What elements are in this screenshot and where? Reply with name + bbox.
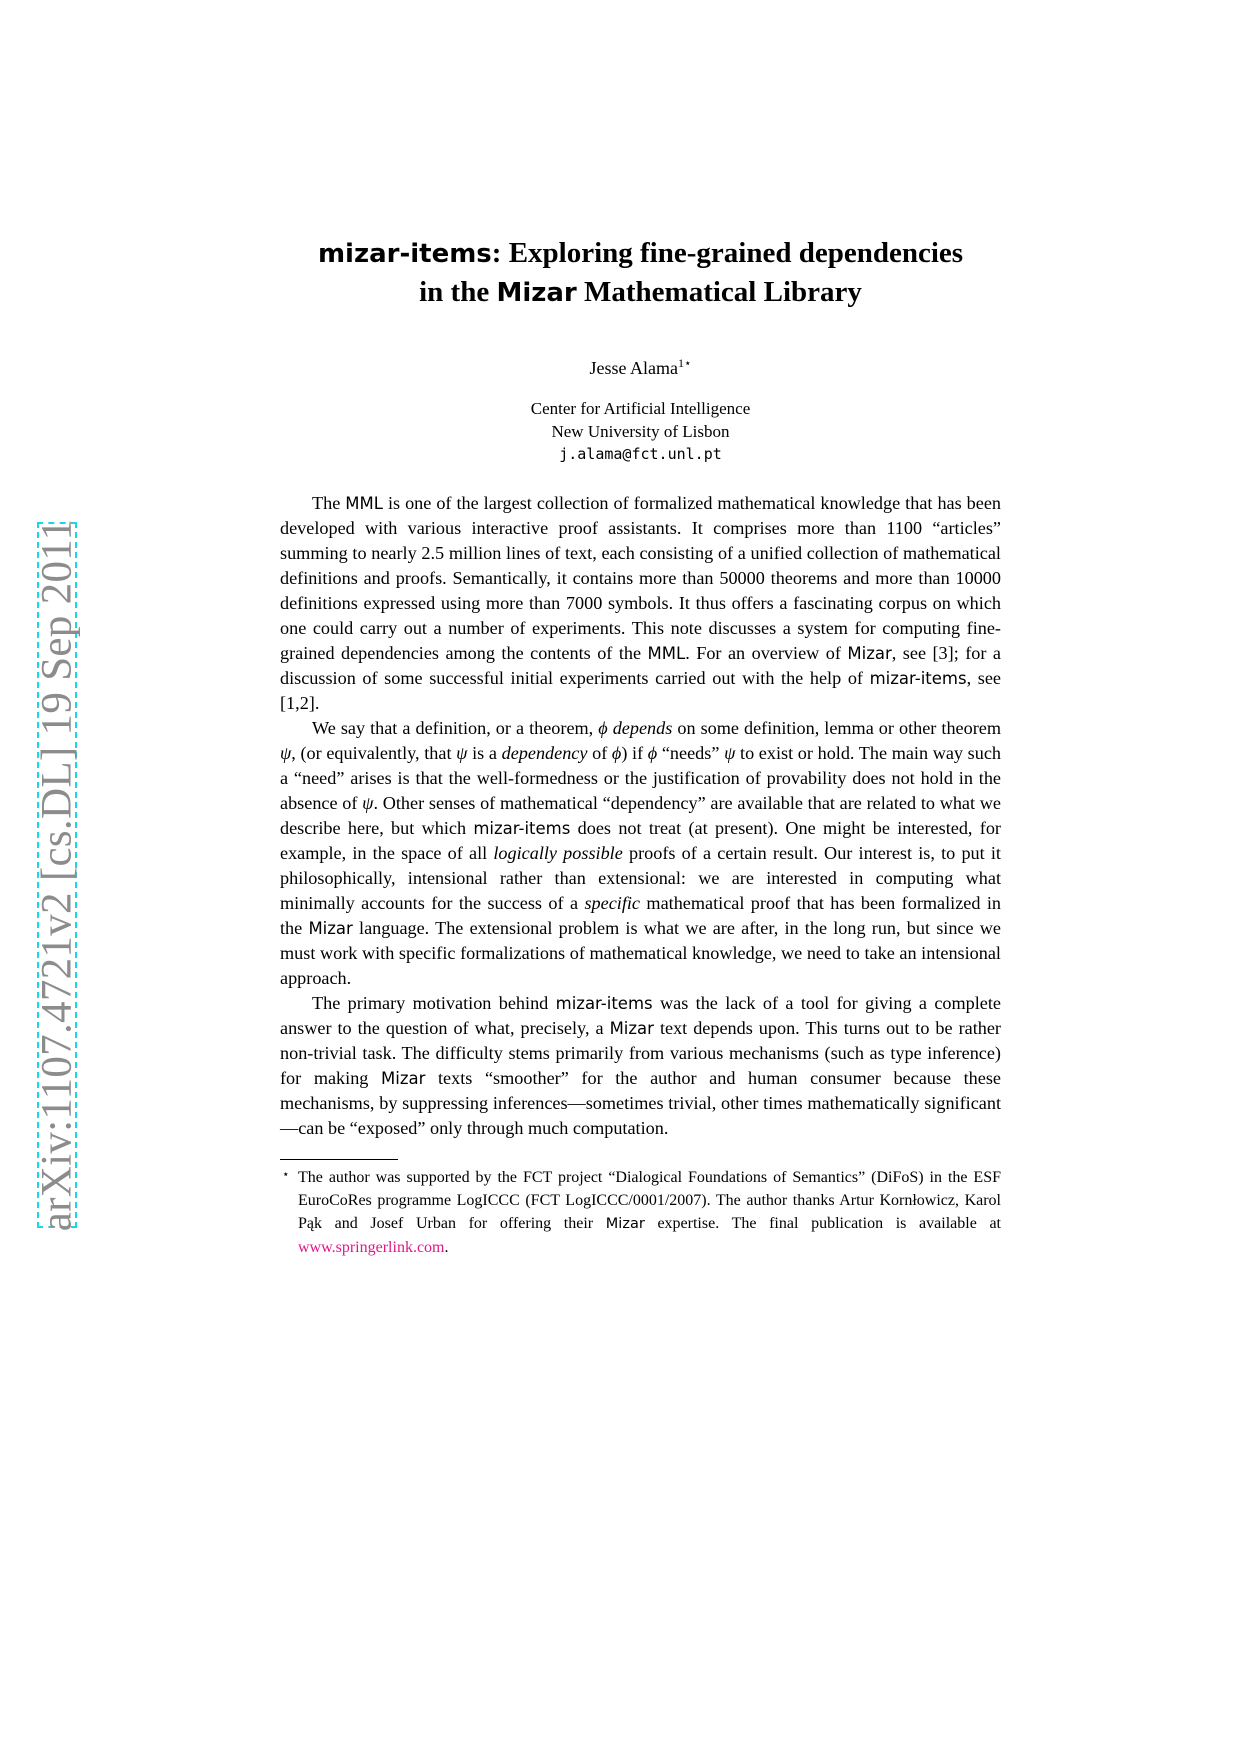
affiliation: Center for Artificial Intelligence New University of Lisbon j.alama@fct.unl.pt — [280, 397, 1001, 466]
author — [280, 356, 1001, 379]
paper-title: mizar-items: Exploring fine-grained dependencies in the Mizar Mathematical Library — [317, 237, 964, 308]
paragraph-1: The MML is one of the largest collection of formalized mathematical knowledge that has been developed with various interactive proof assistants. It comprises more than 1100 “articles” summing to nearly 2.5 million lines of text, each consisting of a unified collection of mathematical definitions and proofs. Semantically, it contains more than 50000 theorems and more than 10000 definitions expressed using more than 7000 symbols. It thus offers a fascinating corpus on which one could carry out a number of experiments. This note discusses a system for computing fine-grained dependencies among the contents of the MML. For an overview of Mizar, see [3]; for a discussion of some successful initial experiments carried out with the help of mizar-items, see [1,2]. — [280, 493, 1002, 713]
arxiv-stamp: arXiv:1107.4721v2 [cs.DL] 19 Sep 2011 — [33, 518, 81, 1232]
paragraph-2: We say that a definition, or a theorem, ϕ depends on some definition, lemma or other theorem ψ, (or equivalently, that ψ is a dependency of ϕ) if ϕ “needs” ψ to exist or hold. The main way such a “need” arises is that the well-formedness or the justification of provability does not hold in the absence of ψ. Other senses of mathematical “dependency” are available that are related to what we describe here, but which mizar-items does not treat (at present). One might be interested, for example, in the space of all logically possible proofs of a certain result. Our interest is, to put it philosophically, intensional rather than extensional: we are interested in computing what minimally accounts for the success of a specific mathematical proof that has been formalized in the Mizar language. The extensional problem is what we are after, in the long run, but since we must work with specific formalizations of mathematical knowledge, we need to take an intensional approach. — [280, 718, 1002, 988]
title-system-name: mizar-items — [317, 239, 492, 269]
author-name: Jesse Alama — [589, 358, 678, 378]
author-email: j.alama@fct.unl.pt — [559, 445, 722, 463]
paper-page — [280, 234, 1001, 1259]
author-footnote-mark: 1⋆ — [677, 356, 692, 370]
footnote: ⋆ The author was supported by the FCT project “Dialogical Foundations of Semantics” (DiFoS) in the ESF EuroCoRes programme LogICCC (FCT LogICCC/0001/2007). The author thanks Artur Kornłowicz, Karol Pąk and Josef Urban for offering their Mizar expertise. The final publication is available at www.springerlink.com. — [280, 1166, 1001, 1259]
abstract-body — [280, 491, 1001, 1141]
springerlink-link[interactable]: www.springerlink.com — [298, 1239, 445, 1256]
footnote-rule — [280, 1159, 398, 1160]
footnote-mark: ⋆ — [282, 1167, 290, 1181]
paragraph-3: The primary motivation behind mizar-items was the lack of a tool for giving a complete answer to the question of what, precisely, a Mizar text depends upon. This turns out to be rather non-trivial task. The difficulty stems primarily from various mechanisms (such as type inference) for making Mizar texts “smoother” for the author and human consumer because these mechanisms, by suppressing inferences—sometimes trivial, other times mathematically significant—can be “exposed” only through much computation. — [280, 993, 1002, 1138]
